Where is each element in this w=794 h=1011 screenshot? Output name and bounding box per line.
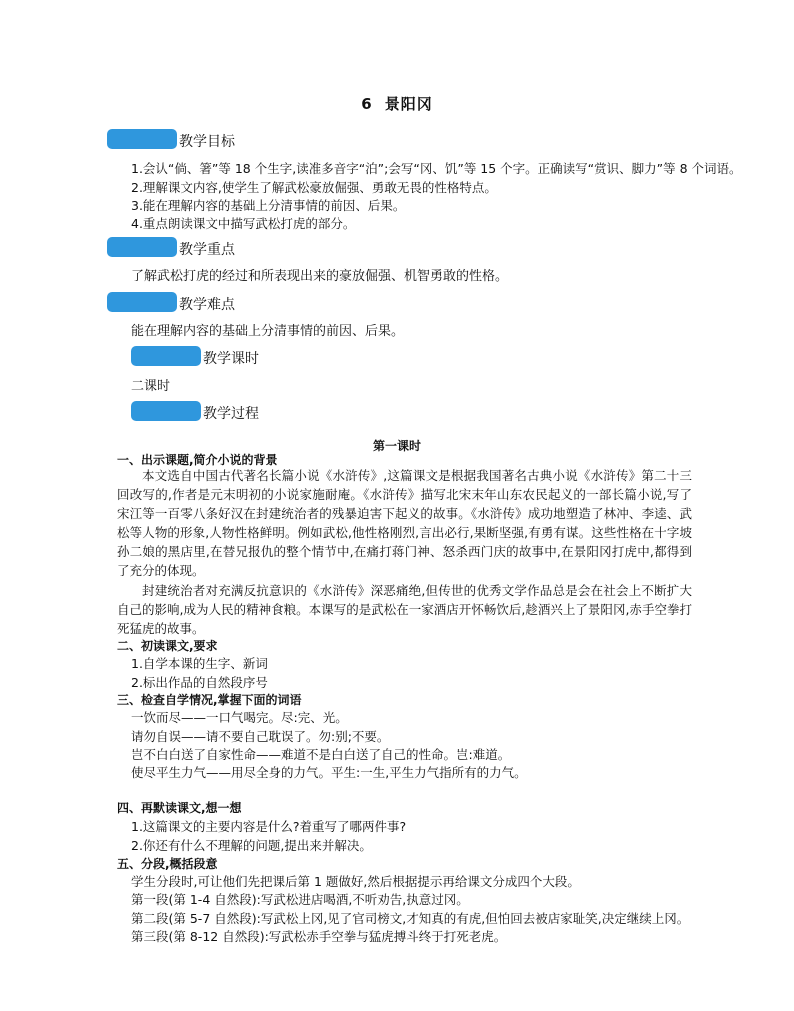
goal-item: 2.理解课文内容,使学生了解武松豪放倔强、勇敢无畏的性格特点。 — [131, 180, 497, 195]
section-item: 第三段(第 8-12 自然段):写武松赤手空拳与猛虎搏斗终于打死老虎。 — [131, 929, 507, 944]
section-badge — [107, 237, 177, 257]
section-item: 第二段(第 5-7 自然段):写武松上冈,见了官司榜文,才知真的有虎,但怕回去被店家耻笑,决定继续上冈。 — [131, 911, 690, 926]
section-badge — [107, 292, 177, 312]
step-heading: 三、检查自学情况,掌握下面的词语 — [117, 693, 302, 707]
goal-item: 3.能在理解内容的基础上分清事情的前因、后果。 — [131, 198, 406, 213]
section-label: 教学课时 — [203, 351, 259, 367]
lesson-heading: 第一课时 — [372, 439, 421, 453]
section-label: 教学过程 — [203, 406, 259, 422]
list-item: 1.这篇课文的主要内容是什么?着重写了哪两件事? — [131, 819, 407, 834]
section-badge — [107, 129, 177, 149]
section-label: 教学难点 — [179, 297, 235, 313]
vocab-item: 使尽平生力气——用尽全身的力气。平生:一生,平生力气指所有的力气。 — [131, 765, 527, 780]
list-item: 2.你还有什么不理解的问题,提出来并解决。 — [131, 838, 372, 853]
goal-item: 4.重点朗读课文中描写武松打虎的部分。 — [131, 216, 356, 231]
lesson-number: 6 — [361, 95, 373, 113]
step-heading: 一、出示课题,简介小说的背景 — [117, 453, 278, 467]
goal-item: 1.会认“倘、箸”等 18 个生字,读准多音字“泊”;会写“冈、饥”等 15 个字。正确读写“赏识、脚力”等 8 个词语。 — [131, 161, 742, 176]
background-paragraph: 封建统治者对充满反抗意识的《水浒传》深恶痛绝,但传世的优秀文学作品总是会在社会上不断扩大自己的影响,成为人民的精神食粮。本课写的是武松在一家酒店开怀畅饮后,趁酒兴上了景阳冈,赤手空拳打死猛虎的故事。 — [117, 583, 692, 636]
section-badge — [131, 401, 201, 421]
section-label: 教学重点 — [179, 242, 235, 258]
vocab-item: 岂不白白送了自家性命——难道不是白白送了自己的性命。岂:难道。 — [131, 747, 511, 762]
vocab-item: 一饮而尽——一口气喝完。尽:完、光。 — [131, 710, 348, 725]
section-label: 教学目标 — [179, 134, 235, 150]
step-heading: 二、初读课文,要求 — [117, 639, 218, 653]
list-item: 2.标出作品的自然段序号 — [131, 675, 268, 690]
key-text: 了解武松打虎的经过和所表现出来的豪放倔强、机智勇敢的性格。 — [131, 269, 509, 284]
difficulty-text: 能在理解内容的基础上分清事情的前因、后果。 — [131, 324, 405, 339]
background-paragraph: 本文选自中国古代著名长篇小说《水浒传》,这篇课文是根据我国著名古典小说《水浒传》第二十三回改写的,作者是元末明初的小说家施耐庵。《水浒传》描写北宋末年山东农民起义的一部长篇小说,写了宋江等一百零八条好汉在封建统治者的残暴迫害下起义的故事。《水浒传》成功地塑造了林冲、李逵、武松等人物的形象,人物性格鲜明。例如武松,他性格刚烈,言出必行,果断坚强,有勇有谋。这些性格在十字坡孙二娘的黑店里,在替兄报仇的整个情节中,在痛打蒋门神、怒杀西门庆的故事中,在景阳冈打虎中,都得到了充分的体现。 — [117, 468, 692, 578]
step-heading: 五、分段,概括段意 — [117, 857, 218, 871]
section-badge — [131, 346, 201, 366]
page-title — [0, 93, 794, 114]
hours-text: 二课时 — [131, 379, 171, 394]
section-item: 第一段(第 1-4 自然段):写武松进店喝酒,不听劝告,执意过冈。 — [131, 892, 469, 907]
step-heading: 四、再默读课文,想一想 — [117, 801, 242, 815]
lesson-title: 景阳冈 — [384, 95, 433, 113]
section-item: 学生分段时,可让他们先把课后第 1 题做好,然后根据提示再给课文分成四个大段。 — [131, 874, 580, 889]
vocab-item: 请勿自误——请不要自己耽误了。勿:别;不要。 — [131, 729, 390, 744]
list-item: 1.自学本课的生字、新词 — [131, 656, 268, 671]
